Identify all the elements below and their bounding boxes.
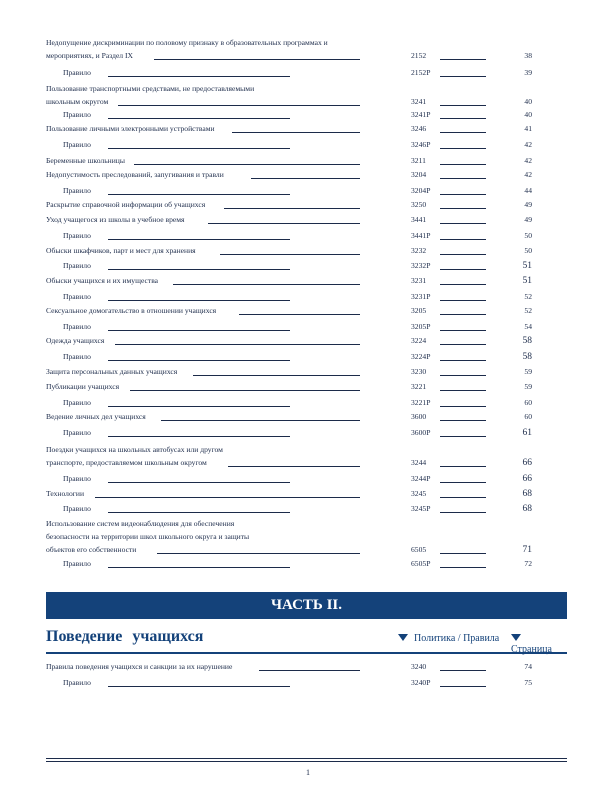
entry-title: объектов его собственности <box>46 545 137 554</box>
page-ref: 60 <box>524 412 532 421</box>
entry-title: Правило <box>63 398 91 407</box>
entry-title: транспорте, предоставляемом школьным округом <box>46 458 207 467</box>
rule-entry <box>0 502 616 516</box>
policy-code: 3230 <box>411 367 427 376</box>
page-ref: 50 <box>524 246 532 255</box>
leader-line <box>95 497 360 498</box>
rule-entry <box>0 396 616 410</box>
policy-code: 3224P <box>411 352 431 361</box>
page-ref: 40 <box>524 110 532 119</box>
page-ref: 74 <box>524 662 532 671</box>
leader-line <box>108 482 290 483</box>
policy-code: 3244P <box>411 474 431 483</box>
leader-line <box>440 284 486 285</box>
page-ref: 44 <box>524 186 532 195</box>
page-column-header: Страница <box>511 633 567 655</box>
policy-entry <box>0 95 616 109</box>
policy-entry <box>0 198 616 212</box>
leader-line <box>108 148 290 149</box>
policy-code: 3211 <box>411 156 426 165</box>
leader-line <box>440 314 486 315</box>
page-ref: 66 <box>522 458 532 468</box>
page-number: 1 <box>306 768 310 777</box>
entry-title: Правило <box>63 110 91 119</box>
leader-line <box>440 344 486 345</box>
policy-entry <box>0 334 616 348</box>
entry-title: Ведение личных дел учащихся <box>46 412 146 421</box>
entry-title: Недопущение дискриминации по половому признаку в образовательных программах и <box>46 38 328 47</box>
leader-line <box>161 420 360 421</box>
page-ref: 61 <box>522 428 532 438</box>
part-banner: ЧАСТЬ II. <box>46 592 567 619</box>
entry-title: Правило <box>63 186 91 195</box>
leader-line <box>440 118 486 119</box>
leader-line <box>108 360 290 361</box>
leader-line <box>108 269 290 270</box>
page-ref: 59 <box>524 382 532 391</box>
entry-title: Раскрытие справочной информации об учащихся <box>46 200 206 209</box>
policy-entry <box>0 456 616 470</box>
policy-code: 3221P <box>411 398 431 407</box>
page-ref: 39 <box>524 68 532 77</box>
rule-entry <box>0 138 616 152</box>
leader-line <box>440 105 486 106</box>
leader-line <box>208 223 360 224</box>
page-ref: 50 <box>524 231 532 240</box>
page-ref: 51 <box>522 261 532 271</box>
entry-title: Правило <box>63 292 91 301</box>
page-ref: 51 <box>522 276 532 286</box>
policy-code: 3245P <box>411 504 431 513</box>
leader-line <box>440 76 486 77</box>
policy-entry <box>0 380 616 394</box>
entry-title: Правило <box>63 504 91 513</box>
entry-title: Недопустимость преследований, запугивания и травли <box>46 170 224 179</box>
leader-line <box>440 567 486 568</box>
entry-title: Правило <box>63 231 91 240</box>
entry-title: Уход учащегося из школы в учебное время <box>46 215 185 224</box>
leader-line <box>108 118 290 119</box>
policy-code: 3441 <box>411 215 427 224</box>
policy-code: 3231P <box>411 292 431 301</box>
rule-entry <box>0 184 616 198</box>
page-ref: 59 <box>524 367 532 376</box>
leader-line <box>251 178 360 179</box>
entry-title: Технологии <box>46 489 85 498</box>
page-ref: 68 <box>522 489 532 499</box>
entry-title: Правила поведения учащихся и санкции за их нарушение <box>46 662 233 671</box>
rule-entry <box>0 350 616 364</box>
page-ref: 42 <box>524 140 532 149</box>
policy-entry <box>0 365 616 379</box>
page-ref: 41 <box>524 124 532 133</box>
page-ref: 38 <box>524 51 532 60</box>
policy-entry <box>0 543 616 557</box>
leader-line <box>440 686 486 687</box>
entry-title: Правило <box>63 68 91 77</box>
policy-code: 2152P <box>411 68 431 77</box>
rule-entry <box>0 229 616 243</box>
page-ref: 72 <box>524 559 532 568</box>
rule-entry <box>0 676 616 690</box>
policy-entry <box>0 154 616 168</box>
leader-line <box>440 360 486 361</box>
page-ref: 58 <box>522 352 532 362</box>
rule-entry <box>0 108 616 122</box>
page-ref: 68 <box>522 504 532 514</box>
policy-code: 3600P <box>411 428 431 437</box>
entry-title: мероприятиях, и Раздел IX <box>46 51 134 60</box>
policy-entry <box>0 410 616 424</box>
page-ref: 60 <box>524 398 532 407</box>
leader-line <box>440 300 486 301</box>
rule-entry <box>0 557 616 571</box>
policy-code: 6505 <box>411 545 427 554</box>
policy-code: 3246 <box>411 124 427 133</box>
page-ref: 42 <box>524 170 532 179</box>
entry-title: Правило <box>63 678 91 687</box>
leader-line <box>440 269 486 270</box>
policy-code: 6505P <box>411 559 431 568</box>
leader-line <box>440 194 486 195</box>
entry-title: Беременные школьницы <box>46 156 125 165</box>
leader-line <box>108 406 290 407</box>
policy-entry <box>0 82 616 96</box>
triangle-down-icon <box>398 634 408 641</box>
page-ref: 54 <box>524 322 532 331</box>
leader-line <box>440 254 486 255</box>
leader-line <box>239 314 360 315</box>
policy-code: 3245 <box>411 489 427 498</box>
page-ref: 75 <box>524 678 532 687</box>
policy-code: 3240P <box>411 678 431 687</box>
policy-entry <box>0 122 616 136</box>
policy-code: 3241P <box>411 110 431 119</box>
rule-entry <box>0 259 616 273</box>
policy-entry <box>0 517 616 531</box>
policy-code: 3224 <box>411 336 427 345</box>
leader-line <box>440 420 486 421</box>
entry-title: Обыски шкафчиков, парт и мест для хранения <box>46 246 196 255</box>
leader-line <box>259 670 360 671</box>
policy-code: 3221 <box>411 382 427 391</box>
policy-column-header: Политика / Правила <box>398 633 499 644</box>
policy-entry <box>0 487 616 501</box>
leader-line <box>220 254 360 255</box>
entry-title: Защита персональных данных учащихся <box>46 367 178 376</box>
policy-entry <box>0 304 616 318</box>
policy-code: 3205P <box>411 322 431 331</box>
page-ref: 71 <box>522 545 532 555</box>
section-title: Поведение учащихся <box>46 628 204 645</box>
leader-line <box>108 239 290 240</box>
entry-title: Одежда учащихся <box>46 336 105 345</box>
entry-title: Правило <box>63 352 91 361</box>
entry-title: школьным округом <box>46 97 109 106</box>
leader-line <box>108 330 290 331</box>
policy-entry <box>0 443 616 457</box>
entry-title: Использование систем видеонаблюдения для обеспечения <box>46 519 235 528</box>
leader-line <box>224 208 360 209</box>
leader-line <box>440 375 486 376</box>
leader-line <box>130 390 360 391</box>
entry-title: Правило <box>63 474 91 483</box>
policy-entry <box>0 530 616 544</box>
policy-entry <box>0 213 616 227</box>
policy-code: 3244 <box>411 458 427 467</box>
entry-title: Правило <box>63 140 91 149</box>
policy-code: 3231 <box>411 276 427 285</box>
policy-entry <box>0 274 616 288</box>
leader-line <box>440 239 486 240</box>
leader-line <box>108 194 290 195</box>
policy-entry <box>0 36 616 50</box>
leader-line <box>440 223 486 224</box>
page-ref: 58 <box>522 336 532 346</box>
leader-line <box>157 553 360 554</box>
entry-title: Обыски учащихся и их имущества <box>46 276 159 285</box>
leader-line <box>440 164 486 165</box>
leader-line <box>232 132 361 133</box>
leader-line <box>108 567 290 568</box>
policy-code: 3250 <box>411 200 427 209</box>
entry-title: Поездки учащихся на школьных автобусах или другом <box>46 445 223 454</box>
leader-line <box>115 344 361 345</box>
policy-entry <box>0 49 616 63</box>
policy-code: 3204 <box>411 170 427 179</box>
footer-rule <box>46 761 567 762</box>
policy-entry <box>0 244 616 258</box>
leader-line <box>108 686 290 687</box>
rule-entry <box>0 426 616 440</box>
leader-line <box>440 436 486 437</box>
page-ref: 49 <box>524 200 532 209</box>
page-ref: 42 <box>524 156 532 165</box>
policy-code: 3205 <box>411 306 427 315</box>
policy-entry <box>0 168 616 182</box>
policy-code: 2152 <box>411 51 427 60</box>
leader-line <box>440 178 486 179</box>
leader-line <box>440 553 486 554</box>
page-ref: 40 <box>524 97 532 106</box>
page-ref: 52 <box>524 306 532 315</box>
leader-line <box>440 208 486 209</box>
rule-entry <box>0 472 616 486</box>
policy-code: 3232 <box>411 246 427 255</box>
entry-title: Публикации учащихся <box>46 382 120 391</box>
leader-line <box>118 105 360 106</box>
rule-entry <box>0 66 616 80</box>
entry-title: Правило <box>63 261 91 270</box>
triangle-down-icon <box>511 634 521 641</box>
leader-line <box>228 466 360 467</box>
leader-line <box>108 76 290 77</box>
policy-code: 3600 <box>411 412 427 421</box>
leader-line <box>440 670 486 671</box>
leader-line <box>440 330 486 331</box>
policy-entry <box>0 660 616 674</box>
leader-line <box>440 132 486 133</box>
policy-code: 3204P <box>411 186 431 195</box>
policy-code: 3240 <box>411 662 427 671</box>
leader-line <box>108 436 290 437</box>
leader-line <box>173 284 360 285</box>
leader-line <box>440 390 486 391</box>
entry-title: Правило <box>63 428 91 437</box>
policy-code: 3232P <box>411 261 431 270</box>
leader-line <box>440 406 486 407</box>
policy-code: 3241 <box>411 97 427 106</box>
leader-line <box>440 148 486 149</box>
leader-line <box>440 59 486 60</box>
leader-line <box>154 59 361 60</box>
page-ref: 66 <box>522 474 532 484</box>
leader-line <box>440 512 486 513</box>
leader-line <box>440 497 486 498</box>
leader-line <box>193 375 361 376</box>
entry-title: Правило <box>63 322 91 331</box>
entry-title: Пользование личными электронными устройствами <box>46 124 215 133</box>
section-header <box>46 626 567 654</box>
page-ref: 52 <box>524 292 532 301</box>
page-ref: 49 <box>524 215 532 224</box>
leader-line <box>134 164 360 165</box>
entry-title: Пользование транспортными средствами, не предоставляемыми <box>46 84 255 93</box>
rule-entry <box>0 320 616 334</box>
policy-code: 3246P <box>411 140 431 149</box>
leader-line <box>440 482 486 483</box>
leader-line <box>108 512 290 513</box>
policy-code: 3441P <box>411 231 431 240</box>
footer-rule <box>46 758 567 759</box>
entry-title: Правило <box>63 559 91 568</box>
leader-line <box>440 466 486 467</box>
rule-entry <box>0 290 616 304</box>
leader-line <box>108 300 290 301</box>
entry-title: безопасности на территории школ школьного округа и защиты <box>46 532 250 541</box>
entry-title: Сексуальное домогательство в отношении учащихся <box>46 306 217 315</box>
